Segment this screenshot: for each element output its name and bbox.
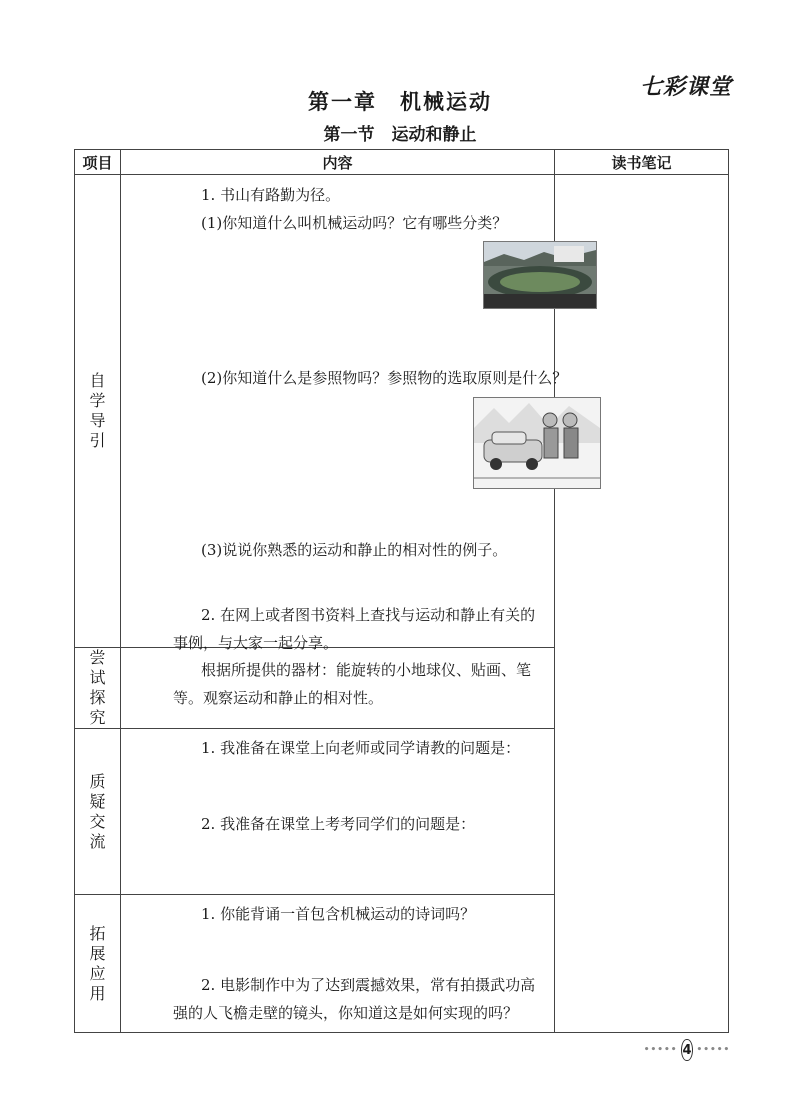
table-row: [75, 175, 729, 648]
explore-content: [121, 648, 555, 729]
extend-q2: 2. 电影制作中为了达到震撼效果，常有拍摄武功高强的人飞檐走壁的镜头，你知道这是如何实现的吗？: [173, 976, 536, 1022]
footer-dots-right: •••••: [696, 1045, 731, 1055]
section-title: 第一节 运动和静止: [323, 125, 477, 145]
header-notes: 读书笔记: [555, 150, 729, 175]
table-header-row: [75, 150, 729, 175]
study-table: [74, 149, 729, 1033]
reference-frame-cartoon: [473, 397, 601, 489]
discuss-content: [121, 729, 555, 895]
extend-content: [121, 895, 555, 1033]
header-content: 内容: [121, 150, 555, 175]
track-field-photo: [483, 241, 597, 309]
footer-dots-left: •••••: [643, 1045, 678, 1055]
page-footer: [643, 1040, 731, 1060]
discuss-q2: 2. 我准备在课堂上考考同学们的问题是：: [201, 815, 476, 833]
page-number: 4: [681, 1039, 692, 1061]
chapter-title: 第一章 机械运动: [308, 89, 492, 114]
header-item: 项目: [75, 150, 121, 175]
row-label-explore: 尝试探究: [75, 648, 121, 729]
self-study-q1c: (3)说说你熟悉的运动和静止的相对性的例子。: [201, 541, 508, 559]
brand-logo: 七彩课堂: [640, 74, 733, 100]
self-study-q1: 1. 书山有路勤为径。: [201, 186, 341, 204]
extend-q1: 1. 你能背诵一首包含机械运动的诗词吗？: [201, 905, 476, 923]
row-label-extend: 拓展应用: [75, 895, 121, 1033]
self-study-q2: 2. 在网上或者图书资料上查找与运动和静止有关的事例，与大家一起分享。: [173, 606, 536, 652]
row-label-self-study: 自学导引: [75, 175, 121, 648]
self-study-content: [121, 175, 568, 652]
self-study-q1b: (2)你知道什么是参照物吗？参照物的选取原则是什么？: [201, 369, 568, 387]
self-study-q1a: (1)你知道什么叫机械运动吗？它有哪些分类？: [201, 214, 508, 232]
discuss-q1: 1. 我准备在课堂上向老师或同学请教的问题是：: [201, 739, 521, 757]
explore-text: 根据所提供的器材：能旋转的小地球仪、贴画、笔等。观察运动和静止的相对性。: [173, 661, 532, 707]
row-label-discuss: 质疑交流: [75, 729, 121, 895]
